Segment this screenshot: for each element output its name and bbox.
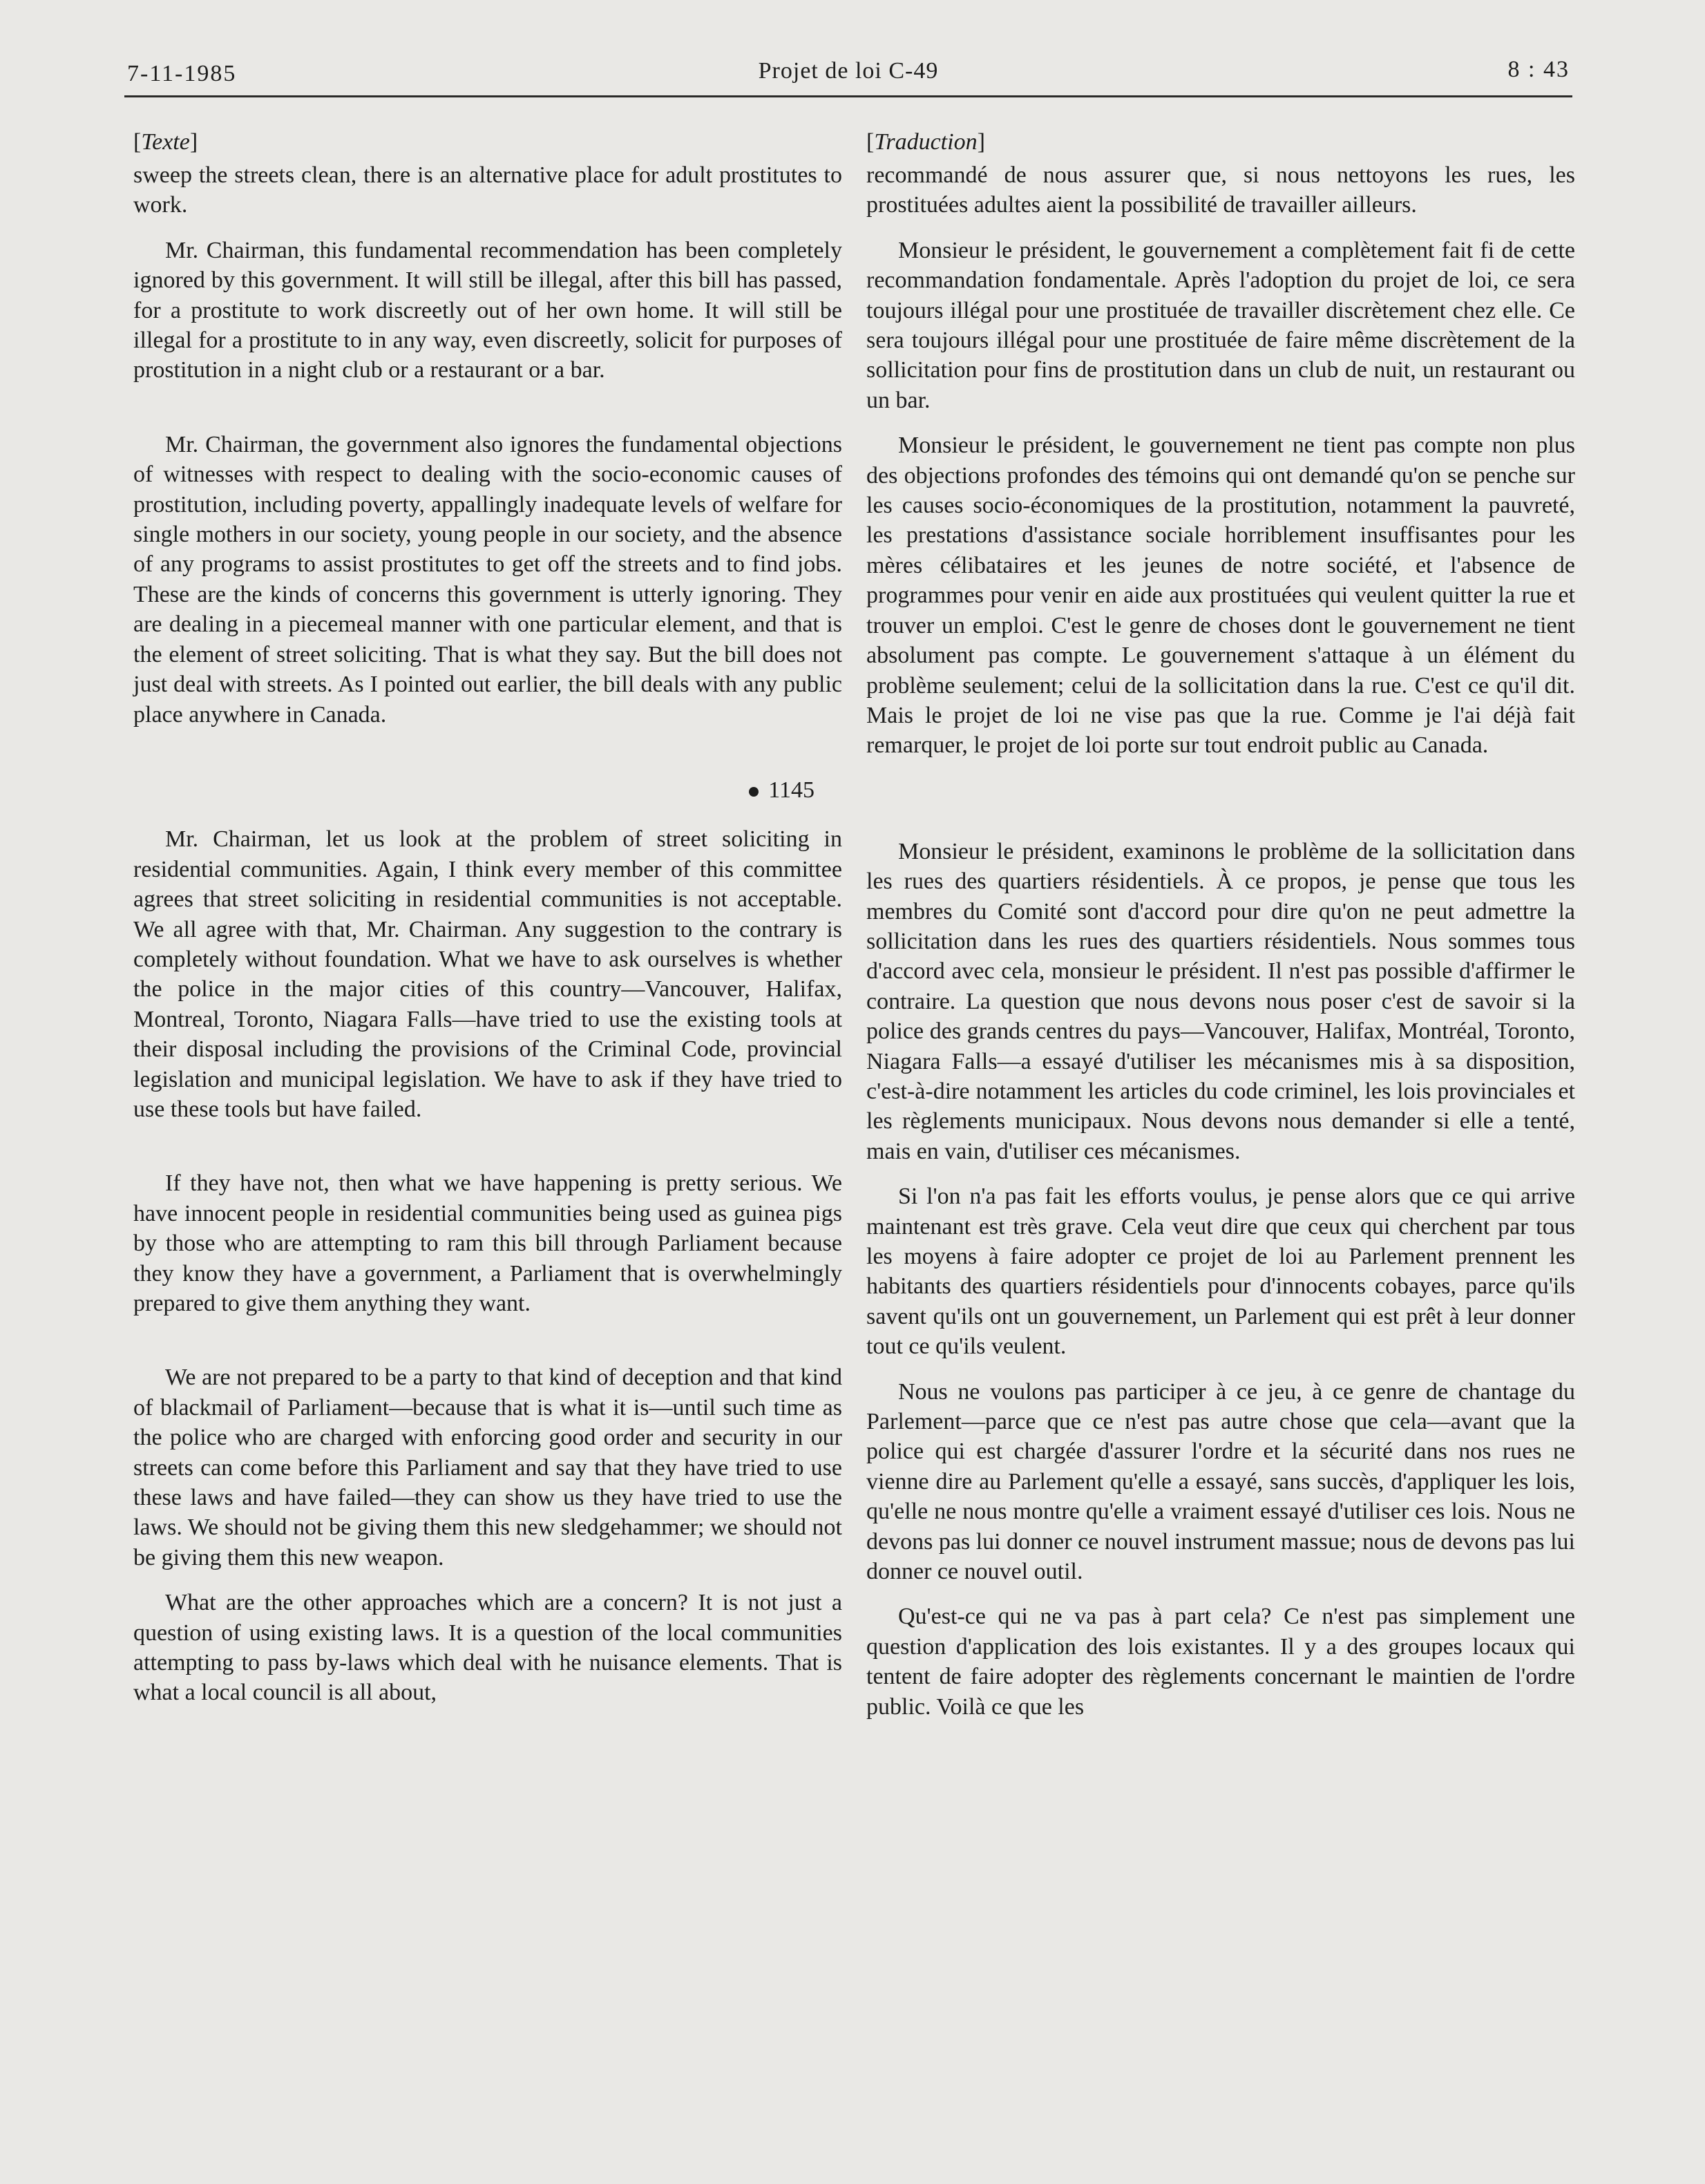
header-date: 7-11-1985 (127, 61, 237, 86)
section-label-texte: [Texte] (133, 129, 198, 155)
paragraph: If they have not, then what we have happening is pretty serious. We have innocent people in residential communities being used as guinea pigs by those who are attempting to ram this bill through Parliament because they know they have a government, a Parliament that is overwhelmingly prepared to give them anything they want. (133, 1170, 842, 1316)
right-column (866, 127, 1575, 1722)
paragraph: Monsieur le président, examinons le problème de la sollicitation dans les rues des quartiers résidentiels. À ce propos, je pense que tous les membres du Comité sont d'accord pour dire qu'on ne peut admettre la sollicitation dans les rues des quartiers résidentiels. Nous sommes tous d'accord avec cela, monsieur le président. Il n'est pas possible d'affirmer le contraire. La question que nous devons nous poser c'est de savoir si la police des grands centres du pays—Vancouver, Halifax, Montréal, Toronto, Niagara Falls—a essayé d'utiliser les mécanismes mis à sa disposition, c'est-à-dire notamment les articles du code criminel, les lois provinciales et les règlements municipaux. Nous devons nous demander si elle a tenté, mais en vain, d'utiliser ces mécanismes. (866, 838, 1575, 1164)
paragraph: sweep the streets clean, there is an alternative place for adult prostitutes to work. (133, 162, 842, 218)
paragraph: Monsieur le président, le gouvernement ne tient pas compte non plus des objections profondes des témoins qui ont demandé qu'on se penche sur les causes socio-économiques de la prostitution, notamment la pauvreté, les prestations d'assistance sociale horriblement insuffisantes pour les mères célibataires et les jeunes de notre société, et l'absence de programmes pour venir en aide aux prostituées qui veulent quitter la rue et trouver un emploi. C'est le genre de choses dont le gouvernement ne tient absolument pas compte. Le gouvernement s'attaque à un élément du problème seulement; celui de la sollicitation dans la rue. C'est ce qu'il dit. Mais le projet de loi ne vise pas que la rue. Comme je l'ai déjà fait remarquer, le projet de loi porte sur tout endroit public au Canada. (866, 433, 1575, 759)
paragraph: Si l'on n'a pas fait les efforts voulus, je pense alors que ce qui arrive maintenant est très grave. Cela veut dire que ceux qui cherchent par tous les moyens à faire adopter ce projet de loi au Parlement prennent les habitants des quartiers résidentiels pour d'innocents cobayes, parce qu'ils savent qu'ils ont un gouvernement, un Parlement qui est prêt à leur donner tout ce qu'ils veulent. (866, 1184, 1575, 1360)
paragraph: We are not prepared to be a party to that kind of deception and that kind of blackmail of Parliament—because that is what it is—until such time as the police who are charged with enforcing good order and security in our streets can come before this Parliament and say that they have tried to use these laws and have failed—they can show us they have tried to use the laws. We should not be giving them this new sledgehammer; we should not be giving them this new weapon. (133, 1365, 842, 1570)
paragraph: What are the other approaches which are a concern? It is not just a question of using existing laws. It is a question of the local communities attempting to pass by-laws which deal with he nuisance elements. That is what a local council is all about, (133, 1590, 842, 1706)
header-page-number: 8 : 43 (1507, 57, 1570, 82)
page-header (127, 51, 1570, 98)
paragraph: Mr. Chairman, this fundamental recommendation has been completely ignored by this government. It will still be illegal, after this bill has passed, for a prostitute to work discreetly out of her own home. It will still be illegal for a prostitute to in any way, even discreetly, solicit for purposes of prostitution in a night club or a restaurant or a bar. (133, 237, 842, 383)
paragraph: Qu'est-ce qui ne va pas à part cela? Ce n'est pas simplement une question d'application des lois existantes. Il y a des groupes locaux qui tentent de faire adopter des règlements concernant le maintien de l'ordre public. Voilà ce que les (866, 1604, 1575, 1720)
paragraph: Nous ne voulons pas participer à ce jeu, à ce genre de chantage du Parlement—parce que ce n'est pas autre chose que cela—avant que la police qui est chargée d'assurer l'ordre et la sécurité dans nos rues ne vienne dire au Parlement qu'elle a essayé, sans succès, d'appliquer les lois, qu'elle ne nous montre qu'elle a vraiment essayé d'utiliser ces lois. Nous ne devons pas lui donner ce nouvel instrument massue; nous de devons pas lui donner ce nouvel outil. (866, 1378, 1575, 1585)
paragraph: Monsieur le président, le gouvernement a complètement fait fi de cette recommandation fondamentale. Après l'adoption du projet de loi, ce sera toujours illégal pour une prostituée de travailler discrètement chez elle. Ce sera toujours illégal pour une prostituée de faire même discrètement de la sollicitation pour fins de prostitution dans un club de nuit, un restaurant ou un bar. (866, 237, 1575, 413)
header-title: Projet de loi C-49 (758, 58, 939, 84)
header-rule (124, 95, 1572, 97)
time-marker: 1145 (133, 775, 842, 805)
paragraph: recommandé de nous assurer que, si nous nettoyons les rues, les prostituées adultes aient la possibilité de travailler ailleurs. (866, 162, 1575, 218)
paragraph: Mr. Chairman, the government also ignores the fundamental objections of witnesses with respect to dealing with the socio-economic causes of prostitution, including poverty, appallingly inadequate levels of welfare for single mothers in our society, young people in our society, and the absence of any programs to assist prostitutes to get off the streets and to find jobs. These are the kinds of concerns this government is utterly ignoring. They are dealing in a piecemeal manner with one particular element, and that is the element of street soliciting. That is what they say. But the bill does not just deal with streets. As I pointed out earlier, the bill deals with any public place anywhere in Canada. (133, 431, 842, 728)
paragraph: Mr. Chairman, let us look at the problem of street soliciting in residential communities. Again, I think every member of this committee agrees that street soliciting in residential communities is not acceptable. We all agree with that, Mr. Chairman. Any suggestion to the contrary is completely without foundation. What we have to ask ourselves is whether the police in the major cities of this country—Vancouver, Halifax, Montreal, Toronto, Niagara Falls—have tried to use the existing tools at their disposal including the provisions of the Criminal Code, provincial legislation and municipal legislation. We have to ask if they have tried to use these tools but have failed. (133, 826, 842, 1122)
section-label-traduction: [Traduction] (866, 129, 985, 155)
left-column (133, 127, 842, 1708)
bullet-icon (749, 787, 759, 797)
